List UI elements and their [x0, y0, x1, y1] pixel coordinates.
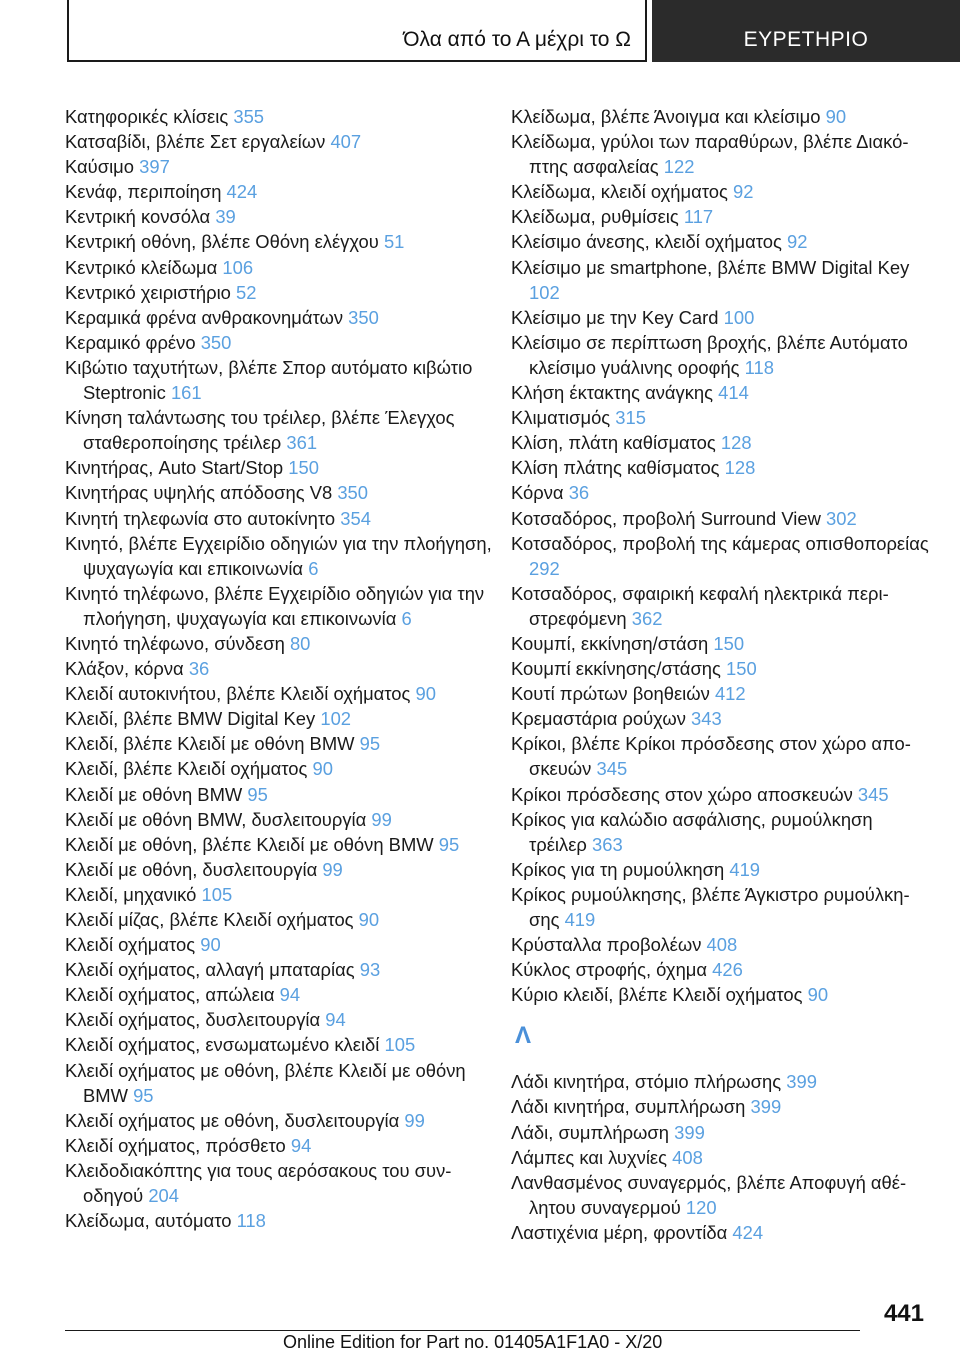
entry-page-link[interactable]: 128 [724, 457, 756, 479]
index-entry [511, 1145, 931, 1170]
index-entry [65, 255, 495, 280]
entry-page-link[interactable]: 128 [720, 432, 752, 454]
entry-page-link[interactable]: 6 [308, 557, 319, 579]
entry-page-link[interactable]: 345 [596, 758, 628, 780]
entry-page-link[interactable]: 105 [201, 883, 233, 905]
entry-term: Λάδι κινητήρα, συμπλήρωση [511, 1096, 746, 1118]
entry-page-link[interactable]: 117 [683, 206, 714, 228]
entry-term: Κινητήρας, Auto Start/Stop [65, 457, 284, 479]
index-entry [511, 782, 931, 807]
index-entry [65, 1158, 495, 1208]
index-entry [65, 405, 495, 455]
index-entry [511, 631, 931, 656]
entry-term: Κλειδί με οθόνη, βλέπε Κλειδί με οθόνη BMW [65, 833, 434, 855]
entry-page-link[interactable]: 6 [401, 607, 412, 629]
entry-term: Κινητό τηλέφωνο, σύνδεση [65, 632, 285, 654]
entry-page-link[interactable]: 120 [685, 1196, 717, 1218]
entry-term: Κλειδί οχήματος, δυσλειτουργία [65, 1009, 321, 1031]
entry-page-link[interactable]: 150 [726, 658, 757, 680]
entry-page-link[interactable]: 399 [674, 1121, 705, 1143]
index-entry [511, 882, 931, 932]
index-label: ΕΥΡΕΤΗΡΙΟ [743, 28, 869, 51]
index-entry [65, 305, 495, 330]
index-entry [511, 1069, 931, 1094]
index-entry [511, 531, 931, 581]
entry-page-link[interactable]: 345 [857, 783, 889, 805]
entry-page-link[interactable]: 95 [247, 783, 268, 805]
index-entry [511, 731, 931, 781]
entry-term: Κλειδί οχήματος, απώλεια [65, 984, 275, 1006]
footer-divider [65, 1330, 860, 1331]
entry-page-link[interactable]: 408 [672, 1146, 703, 1168]
entry-page-link[interactable]: 90 [807, 984, 829, 1006]
entry-page-link[interactable]: 350 [200, 331, 232, 353]
index-tab [652, 0, 960, 62]
index-entry [65, 857, 495, 882]
entry-term: Κουμπί, εκκίνηση/στάση [511, 632, 709, 654]
index-entry [65, 1058, 495, 1108]
entry-term: Κλειδί με οθόνη BMW [65, 783, 243, 805]
index-entry [511, 656, 931, 681]
index-entry [511, 229, 931, 254]
entry-term: Κλάξον, κόρνα [65, 658, 184, 680]
index-entry [511, 405, 931, 430]
entry-page-link[interactable]: 150 [713, 632, 745, 654]
index-entry [511, 129, 931, 179]
section-letter: Λ [515, 1022, 532, 1050]
index-entry [65, 581, 495, 631]
entry-page-link[interactable]: 397 [139, 156, 170, 178]
index-entry [511, 581, 931, 631]
index-entry [511, 1120, 931, 1145]
entry-term: Κεραμικό φρένο [65, 331, 196, 353]
entry-page-link[interactable]: 350 [337, 482, 368, 504]
entry-page-link[interactable]: 95 [359, 733, 381, 755]
entry-term: Κοτσαδόρος, προβολή της κάμερας οπισθοπορείας [511, 532, 929, 554]
entry-page-link[interactable]: 302 [826, 507, 857, 529]
entry-term: Κινητό, βλέπε Εγχειρίδιο οδηγιών για την πλοήγηση, ψυχαγωγία και επικοινωνία [65, 532, 492, 579]
entry-page-link[interactable]: 99 [371, 808, 392, 830]
entry-term: Κλειδί, βλέπε Κλειδί οχήματος [65, 758, 308, 780]
entry-term: Κλείσιμο άνεσης, κλειδί οχήματος [511, 231, 782, 253]
index-entry [511, 204, 931, 229]
entry-page-link[interactable]: 93 [359, 959, 381, 981]
entry-page-link[interactable]: 90 [358, 909, 380, 930]
index-entry [65, 129, 495, 154]
index-entry [511, 104, 931, 129]
entry-page-link[interactable]: 161 [170, 382, 202, 404]
index-entry [65, 982, 495, 1007]
entry-page-link[interactable]: 412 [714, 683, 746, 705]
entry-term: Κλειδί με οθόνη BMW, δυσλειτουργία [65, 808, 367, 830]
entry-term: Κοτσαδόρος, σφαιρική κεφαλή ηλεκτρικά περιστρεφόμενη [511, 582, 889, 629]
entry-page-link[interactable]: 292 [529, 557, 560, 579]
entry-term: Κλειδί, βλέπε BMW Digital Key [65, 708, 316, 730]
entry-term: Κινητήρας υψηλής απόδοσης V8 [65, 482, 333, 504]
index-entry [65, 506, 495, 531]
index-entry [65, 204, 495, 229]
entry-page-link[interactable]: 355 [233, 106, 265, 127]
index-entry [65, 1208, 495, 1233]
entry-page-link[interactable]: 92 [786, 231, 808, 253]
index-entry [511, 480, 931, 505]
index-entry [65, 807, 495, 832]
index-entry [65, 681, 495, 706]
entry-term: Κύριο κλειδί, βλέπε Κλειδί οχήματος [511, 984, 803, 1006]
entry-page-link[interactable]: 36 [188, 658, 210, 680]
entry-page-link[interactable]: 361 [286, 432, 318, 454]
index-entry [65, 154, 495, 179]
entry-term: Κλίση πλάτης καθίσματος [511, 457, 720, 479]
entry-page-link[interactable]: 90 [312, 758, 333, 780]
entry-term: Κλειδί, μηχανικό [65, 883, 197, 905]
entry-term: Κινητό τηλέφωνο, βλέπε Εγχειρίδιο οδηγιών για την πλοήγηση, ψυχαγωγία και επικοινωνία [65, 582, 485, 629]
entry-term: Λαστιχένια μέρη, φροντίδα [511, 1221, 728, 1243]
entry-term: Κύκλος στροφής, όχημα [511, 959, 708, 981]
entry-page-link[interactable]: 94 [325, 1009, 346, 1031]
entry-term: Λάδι κινητήρα, στόμιο πλήρωσης [511, 1071, 782, 1093]
index-entry [65, 229, 495, 254]
entry-term: Κλειδί οχήματος, ενσωματωμένο κλειδί [65, 1034, 380, 1056]
entry-page-link[interactable]: 92 [732, 181, 754, 203]
index-entry [65, 1007, 495, 1032]
entry-page-link[interactable]: 399 [786, 1071, 817, 1093]
index-entry [65, 706, 495, 731]
entry-page-link[interactable]: 419 [564, 909, 596, 930]
entry-term: Κεντρικό χειριστήριο [65, 281, 231, 303]
entry-term: Κλίση, πλάτη καθίσματος [511, 432, 716, 454]
entry-term: Κρίκος ρυμούλκησης, βλέπε Άγκιστρο ρυμούλκησης [511, 883, 910, 930]
entry-page-link[interactable]: 106 [222, 256, 254, 278]
entry-page-link[interactable]: 102 [529, 281, 560, 303]
entry-page-link[interactable]: 105 [384, 1034, 416, 1056]
index-entry [65, 455, 495, 480]
entry-term: Κενάφ, περιποίηση [65, 181, 222, 203]
entry-term: Κουμπί εκκίνησης/στάσης [511, 658, 721, 680]
index-entry [65, 631, 495, 656]
entry-term: Κλείδωμα, κλειδί οχήματος [511, 181, 728, 203]
entry-page-link[interactable]: 94 [279, 984, 301, 1006]
index-entry [65, 1032, 495, 1057]
entry-term: Κλειδί με οθόνη, δυσλειτουργία [65, 858, 318, 880]
entry-page-link[interactable]: 118 [744, 356, 774, 378]
entry-page-link[interactable]: 90 [200, 934, 221, 956]
entry-term: Κλείσιμο με smartphone, βλέπε BMW Digital Key [511, 256, 910, 278]
entry-term: Κινητή τηλεφωνία στο αυτοκίνητο [65, 507, 336, 529]
entry-term: Κλειδί, βλέπε Κλειδί με οθόνη BMW [65, 733, 355, 755]
index-entry [65, 907, 495, 932]
entry-term: Κεντρική οθόνη, βλέπε Οθόνη ελέγχου [65, 231, 379, 253]
entry-term: Κλειδί μίζας, βλέπε Κλειδί οχήματος [65, 909, 354, 930]
entry-page-link[interactable]: 80 [289, 632, 311, 654]
entry-term: Κρίκος για καλώδιο ασφάλισης, ρυμούλκηση τρέιλερ [511, 808, 873, 855]
entry-term: Κατσαβίδι, βλέπε Σετ εργαλείων [65, 131, 326, 153]
index-entry [511, 807, 931, 857]
entry-page-link[interactable]: 90 [415, 683, 436, 705]
entry-page-link[interactable]: 52 [236, 281, 257, 303]
entry-term: Κλείσιμο σε περίπτωση βροχής, βλέπε Αυτόματο κλείσιμο γυάλινης οροφής [511, 331, 908, 378]
index-entry [65, 179, 495, 204]
entry-term: Κλειδί οχήματος, αλλαγή μπαταρίας [65, 959, 355, 981]
index-entry [65, 330, 495, 355]
index-entry [511, 380, 931, 405]
entry-term: Κουτί πρώτων βοηθειών [511, 683, 710, 705]
edition-text: Online Edition for Part no. 01405A1F1A0 - X/20 [283, 1332, 663, 1352]
entry-page-link[interactable]: 350 [348, 306, 379, 328]
entry-page-link[interactable]: 100 [723, 306, 755, 328]
index-entry [65, 1133, 495, 1158]
index-column-left [65, 104, 495, 1233]
entry-term: Κρίκοι πρόσδεσης στον χώρο αποσκευών [511, 783, 853, 805]
page-number: 441 [883, 1300, 924, 1327]
index-entry [65, 1108, 495, 1133]
entry-page-link[interactable]: 99 [322, 858, 343, 880]
entry-term: Κλιματισμός [511, 407, 611, 429]
index-entry [65, 731, 495, 756]
index-entry [511, 957, 931, 982]
entry-term: Κιβώτιο ταχυτήτων, βλέπε Σπορ αυτόματο κιβώτιο Steptronic [65, 356, 473, 404]
entry-page-link[interactable]: 95 [438, 833, 460, 855]
index-entry [65, 656, 495, 681]
index-entry [65, 932, 495, 957]
entry-page-link[interactable]: 51 [383, 231, 405, 253]
entry-term: Κεντρικό κλείδωμα [65, 256, 218, 278]
index-entry [511, 1094, 931, 1119]
entry-page-link[interactable]: 95 [133, 1084, 154, 1106]
index-column-right [511, 104, 931, 1245]
entry-term: Λάδι, συμπλήρωση [511, 1121, 669, 1143]
index-entry [511, 305, 931, 330]
index-entry [511, 1220, 931, 1245]
entry-page-link[interactable]: 399 [750, 1096, 782, 1118]
index-entry [511, 932, 931, 957]
entry-page-link[interactable]: 424 [732, 1221, 764, 1243]
entry-page-link[interactable]: 408 [706, 934, 738, 956]
entry-term: Κρίκος για τη ρυμούλκηση [511, 858, 725, 880]
entry-term: Κλειδί οχήματος [65, 934, 196, 956]
entry-term: Κλείσιμο με την Key Card [511, 306, 719, 328]
entry-term: Κλειδοδιακόπτης για τους αερόσακους του συνοδηγού [65, 1159, 452, 1207]
index-entry [511, 430, 931, 455]
entry-page-link[interactable]: 354 [340, 507, 371, 529]
entry-page-link[interactable]: 99 [404, 1109, 425, 1131]
entry-page-link[interactable]: 426 [712, 959, 743, 981]
entry-term: Κρύσταλλα προβολέων [511, 934, 702, 956]
index-entry [65, 480, 495, 505]
section-title: Όλα από το Α μέχρι το Ω [403, 28, 631, 51]
entry-term: Κλείδωμα, βλέπε Άνοιγμα και κλείσιμο [511, 106, 821, 127]
index-entry [65, 756, 495, 781]
entry-page-link[interactable]: 94 [290, 1134, 312, 1156]
index-entry [511, 179, 931, 204]
index-entry [511, 455, 931, 480]
entry-term: Λανθασμένος συναγερμός, βλέπε Αποφυγή αθέλητου συναγερμού [511, 1171, 907, 1218]
index-entry [511, 255, 931, 305]
entry-page-link[interactable]: 122 [663, 156, 695, 178]
entry-term: Κεραμικά φρένα ανθρακονημάτων [65, 306, 344, 328]
index-entry [65, 832, 495, 857]
entry-page-link[interactable]: 424 [226, 181, 258, 203]
entry-page-link[interactable]: 36 [568, 482, 590, 504]
section-tab [67, 0, 647, 62]
page-header [0, 0, 960, 70]
entry-page-link[interactable]: 315 [615, 407, 646, 429]
index-entry [65, 782, 495, 807]
index-entry [511, 506, 931, 531]
entry-term: Κλείδωμα, αυτόματο [65, 1210, 232, 1232]
entry-page-link[interactable]: 363 [592, 833, 623, 855]
entry-page-link[interactable]: 102 [320, 708, 352, 730]
entry-term: Κλειδί αυτοκινήτου, βλέπε Κλειδί οχήματος [65, 683, 411, 705]
entry-term: Λάμπες και λυχνίες [511, 1146, 667, 1168]
index-entry [511, 1170, 931, 1220]
right-entries [511, 104, 931, 1007]
entry-term: Κλείδωμα, ρυθμίσεις [511, 206, 679, 228]
index-entry [511, 982, 931, 1007]
index-entry [65, 280, 495, 305]
index-entry [65, 531, 495, 581]
entry-page-link[interactable]: 204 [148, 1185, 179, 1207]
index-entry [511, 706, 931, 731]
entry-term: Καύσιμο [65, 156, 134, 178]
entry-term: Κατηφορικές κλίσεις [65, 106, 229, 127]
entry-term: Κλειδί οχήματος με οθόνη, δυσλειτουργία [65, 1109, 400, 1131]
entry-page-link[interactable]: 419 [729, 858, 761, 880]
index-entry [65, 957, 495, 982]
entry-page-link[interactable]: 414 [718, 382, 749, 404]
lambda-entries [511, 1069, 931, 1245]
entry-term: Κλείδωμα, γρύλοι των παραθύρων, βλέπε Διακόπτης ασφαλείας [511, 131, 909, 178]
entry-page-link[interactable]: 150 [288, 457, 319, 479]
index-entry [511, 330, 931, 380]
entry-term: Κλειδί οχήματος με οθόνη, βλέπε Κλειδί με οθόνη BMW [65, 1059, 466, 1106]
entry-page-link[interactable]: 407 [330, 131, 362, 153]
index-entry [65, 104, 495, 129]
entry-term: Κλήση έκτακτης ανάγκης [511, 382, 714, 404]
entry-term: Κλειδί οχήματος, πρόσθετο [65, 1134, 286, 1156]
entry-term: Κρεμαστάρια ρούχων [511, 708, 686, 730]
index-entry [511, 681, 931, 706]
index-entry [511, 857, 931, 882]
entry-term: Κοτσαδόρος, προβολή Surround View [511, 507, 821, 529]
entry-term: Κίνηση ταλάντωσης του τρέιλερ, βλέπε Έλεγχος σταθεροποίησης τρέιλερ [65, 407, 455, 454]
entry-page-link[interactable]: 362 [631, 607, 663, 629]
index-entry [65, 882, 495, 907]
entry-page-link[interactable]: 39 [215, 206, 236, 228]
index-entry [65, 355, 495, 405]
entry-page-link[interactable]: 118 [236, 1210, 266, 1232]
entry-page-link[interactable]: 90 [825, 106, 847, 127]
entry-term: Κόρνα [511, 482, 564, 504]
entry-term: Κεντρική κονσόλα [65, 206, 211, 228]
entry-term: Κρίκοι, βλέπε Κρίκοι πρόσδεσης στον χώρο αποσκευών [511, 733, 911, 780]
entry-page-link[interactable]: 343 [691, 708, 722, 730]
